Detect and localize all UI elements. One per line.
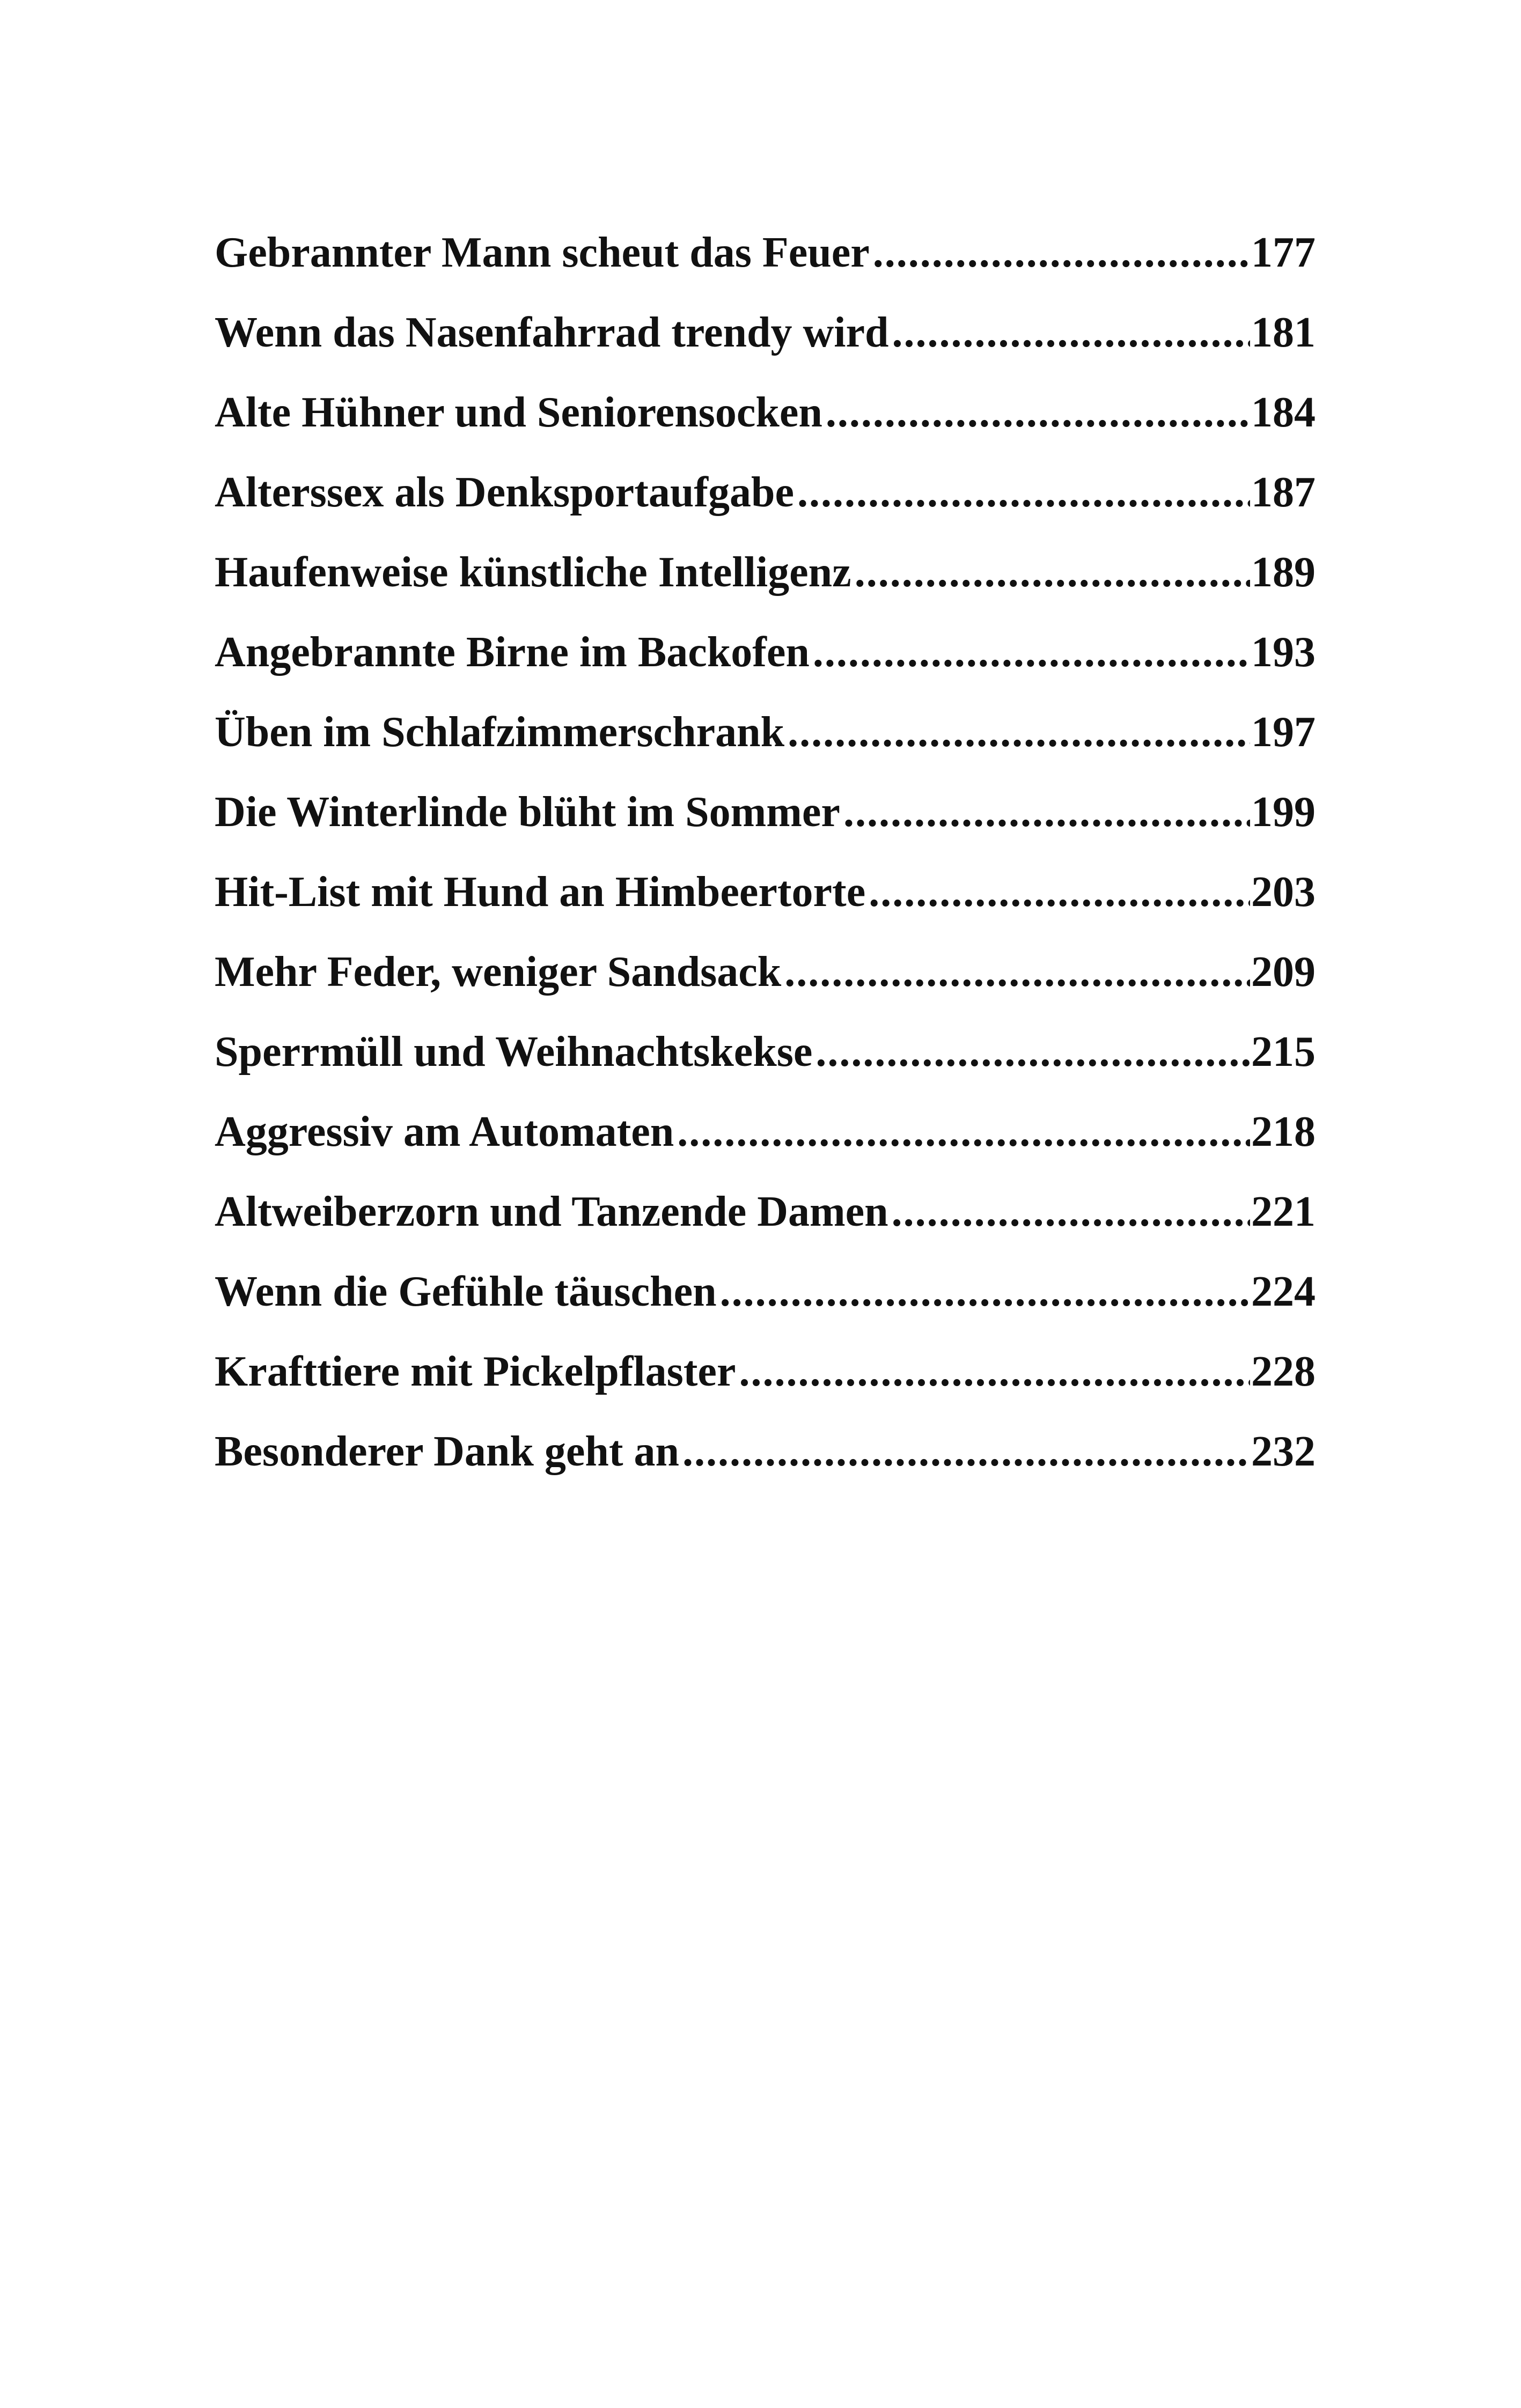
toc-entry-title: Sperrmüll und Weihnachtskekse	[215, 1028, 813, 1076]
toc-entry-page: 187	[1251, 469, 1316, 516]
toc-entry	[215, 1188, 1316, 1268]
dot-leader	[784, 948, 1250, 997]
toc-entry	[215, 388, 1316, 468]
dot-leader	[682, 1427, 1250, 1476]
toc-entry-title: Aggressiv am Automaten	[215, 1108, 674, 1155]
toc-entry	[215, 468, 1316, 548]
toc-entry-page: 232	[1251, 1428, 1316, 1475]
dot-leader	[869, 868, 1250, 917]
toc-entry-page: 177	[1251, 229, 1316, 276]
toc-entry	[215, 229, 1316, 308]
dot-leader	[826, 388, 1250, 437]
toc-entry	[215, 948, 1316, 1028]
dot-leader	[788, 708, 1250, 757]
dot-leader	[720, 1268, 1250, 1316]
toc-entry-title: Wenn das Nasenfahrrad trendy wird	[215, 309, 889, 356]
toc-entry-title: Wenn die Gefühle täuschen	[215, 1268, 717, 1315]
toc-entry-page: 197	[1251, 709, 1316, 756]
toc-entry-title: Besonderer Dank geht an	[215, 1428, 680, 1475]
toc-entry-title: Gebrannter Mann scheut das Feuer	[215, 229, 870, 276]
toc-entry-page: 199	[1251, 789, 1316, 836]
toc-entry	[215, 308, 1316, 388]
dot-leader	[813, 628, 1250, 677]
dot-leader	[892, 308, 1250, 357]
toc-entry-page: 193	[1251, 629, 1316, 676]
toc-entry	[215, 868, 1316, 948]
toc-entry-page: 203	[1251, 868, 1316, 916]
toc-entry-page: 189	[1251, 549, 1316, 596]
toc-entry-title: Hit-List mit Hund an Himbeertorte	[215, 868, 866, 916]
toc-entry	[215, 548, 1316, 628]
dot-leader	[892, 1188, 1250, 1236]
dot-leader	[855, 548, 1250, 597]
toc-entry-title: Altweiberzorn und Tanzende Damen	[215, 1188, 888, 1235]
toc-entry	[215, 788, 1316, 868]
toc-entry-page: 209	[1251, 948, 1316, 996]
toc-entry	[215, 1268, 1316, 1347]
toc-entry-page: 218	[1251, 1108, 1316, 1155]
toc-entry	[215, 1347, 1316, 1427]
table-of-contents	[215, 229, 1316, 1507]
toc-entry-title: Haufenweise künstliche Intelligenz	[215, 549, 851, 596]
dot-leader	[873, 229, 1250, 277]
toc-entry-title: Mehr Feder, weniger Sandsack	[215, 948, 782, 996]
toc-entry	[215, 1427, 1316, 1507]
toc-entry-title: Alte Hühner und Seniorensocken	[215, 389, 822, 436]
toc-entry	[215, 708, 1316, 788]
toc-entry-title: Üben im Schlafzimmerschrank	[215, 709, 785, 756]
dot-leader	[843, 788, 1250, 837]
dot-leader	[677, 1108, 1250, 1157]
dot-leader	[739, 1347, 1250, 1396]
toc-entry-title: Krafttiere mit Pickelpflaster	[215, 1348, 736, 1395]
toc-entry-page: 215	[1251, 1028, 1316, 1076]
toc-entry-page: 221	[1251, 1188, 1316, 1235]
toc-entry-title: Die Winterlinde blüht im Sommer	[215, 789, 840, 836]
toc-entry-title: Alterssex als Denksportaufgabe	[215, 469, 794, 516]
dot-leader	[815, 1028, 1250, 1077]
toc-entry-page: 181	[1251, 309, 1316, 356]
toc-entry-page: 224	[1251, 1268, 1316, 1315]
toc-entry-title: Angebrannte Birne im Backofen	[215, 629, 810, 676]
toc-entry-page: 228	[1251, 1348, 1316, 1395]
toc-entry	[215, 1108, 1316, 1188]
toc-entry	[215, 628, 1316, 708]
toc-entry	[215, 1028, 1316, 1108]
dot-leader	[797, 468, 1250, 517]
toc-entry-page: 184	[1251, 389, 1316, 436]
